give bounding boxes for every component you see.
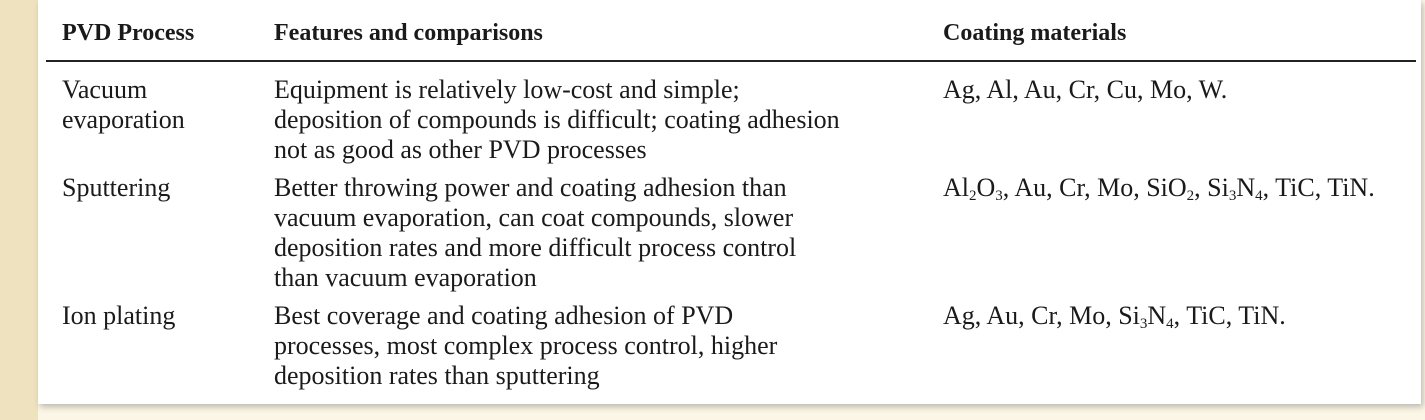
- materials-cell: [943, 173, 1413, 203]
- features-cell: [274, 301, 914, 391]
- features-text: vacuum evaporation, can coat compounds, slower: [274, 203, 794, 232]
- materials-text: Ag, Al, Au, Cr, Cu, Mo, W.: [943, 75, 1228, 104]
- table-card: [38, 0, 1421, 404]
- pvd-process-table: [46, 0, 1416, 401]
- process-text: evaporation: [62, 105, 185, 134]
- features-text: not as good as other PVD processes: [274, 135, 647, 164]
- materials-text: $Al_2O_3$, Au, Cr, Mo, SiO$_2$, $Si_3N_4$, TiC, TiN.: [943, 173, 1375, 204]
- process-text: Ion plating: [62, 301, 176, 330]
- process-text: Sputtering: [62, 173, 171, 202]
- left-margin-band: [0, 0, 38, 420]
- features-text: processes, most complex process control, higher: [274, 331, 778, 360]
- header-features: Features and comparisons: [274, 20, 543, 46]
- materials-text: Ag, Au, Cr, Mo, $Si_3N_4$, TiC, TiN.: [943, 301, 1286, 332]
- features-cell: [274, 75, 914, 165]
- process-cell: [62, 301, 262, 331]
- features-text: Equipment is relatively low-cost and simple;: [274, 75, 740, 104]
- features-text: deposition of compounds is difficult; coating adhesion: [274, 105, 840, 134]
- table-row: [46, 173, 1416, 301]
- process-cell: [62, 75, 262, 135]
- materials-cell: [943, 75, 1413, 105]
- table-header: [46, 0, 1416, 62]
- header-coating-materials: Coating materials: [943, 20, 1127, 46]
- features-text: deposition rates and more difficult process control: [274, 233, 797, 262]
- table-row: [46, 62, 1416, 173]
- features-text: deposition rates than sputtering: [274, 361, 600, 390]
- table-row: [46, 301, 1416, 401]
- header-pvd-process: PVD Process: [62, 20, 195, 46]
- features-cell: [274, 173, 914, 293]
- materials-cell: [943, 301, 1413, 331]
- process-text: Vacuum: [62, 75, 148, 104]
- features-text: than vacuum evaporation: [274, 263, 537, 292]
- features-text: Best coverage and coating adhesion of PVD: [274, 301, 734, 330]
- features-text: Better throwing power and coating adhesion than: [274, 173, 787, 202]
- process-cell: [62, 173, 262, 203]
